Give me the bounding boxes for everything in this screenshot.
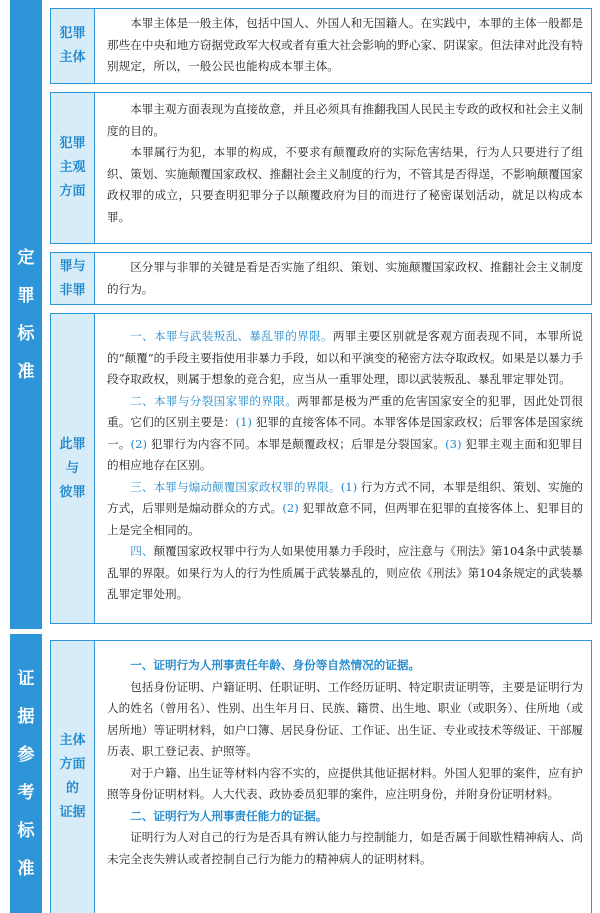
row-content-crime-or-not	[94, 252, 592, 305]
section-3: 三、本罪与煽动颠覆国家政权罪的界限。(1) 行为方式不同，本罪是组织、策划、实施的方式，后罪则是煽动群众的方式。(2) 犯罪故意不同，但两罪在犯罪的直接客体上、犯罪目的上是完全相同的。	[107, 479, 583, 537]
row-label-subjective-aspect: 犯罪 主观 方面	[50, 92, 94, 244]
row-content-subject-evidence	[94, 640, 592, 913]
paragraph: 本罪属行为犯，本罪的构成，不要求有颠覆政府的实际危害结果，行为人只要进行了组织、策划、实施颠覆国家政权、推翻社会主义制度的行为，不管其是否得逞，不影响颠覆国家政权罪的成立，只要查明犯罪分子以颠覆政府为目的而进行了秘密谋划活动，就足以构成本罪。	[107, 145, 583, 224]
section-heading: 二、本罪与分裂国家罪的界限。	[130, 393, 298, 408]
section-heading: 二、证明行为人刑事责任能力的证据。	[130, 808, 328, 823]
paragraph: 对于户籍、出生证等材料内容不实的，应提供其他证据材料。外国人犯罪的案件，应有护照等身份证明材料。人大代表、政协委员犯罪的案件，应注明身份，并附身份证明材料。	[107, 765, 583, 801]
section-heading: 四、	[130, 544, 154, 558]
side-char: 标	[17, 820, 35, 841]
side-char: 准	[17, 858, 35, 879]
paragraph: 包括身份证明、户籍证明、任职证明、工作经历证明、特定职责证明等，主要是证明行为人的姓名（曾用名）、性别、出生年月日、民族、籍贯、出生地、职业（或职务）、住所地（或居所地）等证明材料，如户口簿、居民身份证、工作证、出生证、专业或技术等级证、干部履历表、职工登记表、护照等。	[107, 679, 583, 758]
side-char: 据	[17, 706, 35, 727]
row-content-subjective-aspect	[94, 92, 592, 244]
paragraph: 区分罪与非罪的关键是看是否实施了组织、策划、实施颠覆国家政权、推翻社会主义制度的行为。	[107, 260, 583, 296]
side-char: 罪	[17, 285, 35, 306]
section-4: 四、颠覆国家政权罪中行为人如果使用暴力手段时，应注意与《刑法》第104条中武装暴乱罪的界限。如果行为人的行为性质属于武装暴乱的，则应依《刑法》第104条规定的武装暴乱罪定罪处刑。	[107, 544, 583, 601]
row-content-crime-subject	[94, 8, 592, 84]
section-heading: 一、证明行为人刑事责任年龄、身份等自然情况的证据。	[130, 658, 421, 672]
section-heading: 三、本罪与煽动颠覆国家政权罪的界限。	[130, 479, 341, 494]
section-heading: 一、本罪与武装叛乱、暴乱罪的界限。	[130, 329, 333, 343]
side-char: 参	[17, 744, 35, 765]
paragraph: 本罪主观方面表现为直接故意，并且必须具有推翻我国人民民主专政的政权和社会主义制度的目的。	[107, 102, 583, 138]
row-label-subject-evidence: 主体 方面 的 证据	[50, 640, 94, 913]
section-2: 二、本罪与分裂国家罪的界限。两罪都是极为严重的危害国家安全的犯罪，因此处罚很重。它们的区别主要是：(1) 犯罪的直接客体不同。本罪客体是国家政权；后罪客体是国家统一。(2) 犯罪行为内容不同。本罪是颠覆政权；后罪是分裂国家。(3) 犯罪主观主面和犯罪目的相应地存在区别。	[107, 393, 583, 472]
evidence-standard-header	[10, 634, 42, 913]
section-1: 一、本罪与武装叛乱、暴乱罪的界限。两罪主要区别就是客观方面表现不同，本罪所说的“颠覆”的手段主要指使用非暴力手段，如以和平演变的秘密方法夺取政权。如果是以暴力手段夺取政权，则属于想象的竞合犯，应当从一重罪处理，即以武装叛乱、暴乱罪定罪处罚。	[107, 329, 583, 386]
side-char: 准	[17, 361, 35, 382]
row-content-this-vs-other-crime	[94, 313, 592, 624]
side-char: 定	[17, 247, 35, 268]
conviction-standard-header	[10, 0, 42, 629]
side-char: 证	[17, 668, 35, 689]
row-label-this-vs-other-crime: 此罪 与 彼罪	[50, 313, 94, 624]
row-label-crime-subject: 犯罪 主体	[50, 8, 94, 84]
side-char: 标	[17, 323, 35, 344]
paragraph: 本罪主体是一般主体，包括中国人、外国人和无国籍人。在实践中，本罪的主体一般都是那些在中央和地方窃据党政军大权或者有重大社会影响的野心家、阴谋家。但法律对此没有特别规定，所以，一般公民也能构成本罪主体。	[107, 16, 583, 73]
paragraph: 证明行为人对自己的行为是否具有辨认能力与控制能力，如是否属于间歇性精神病人、尚未完全丧失辨认或者控制自己行为能力的精神病人的证明材料。	[107, 830, 583, 866]
side-char: 考	[17, 782, 35, 803]
row-label-crime-or-not: 罪与 非罪	[50, 252, 94, 305]
